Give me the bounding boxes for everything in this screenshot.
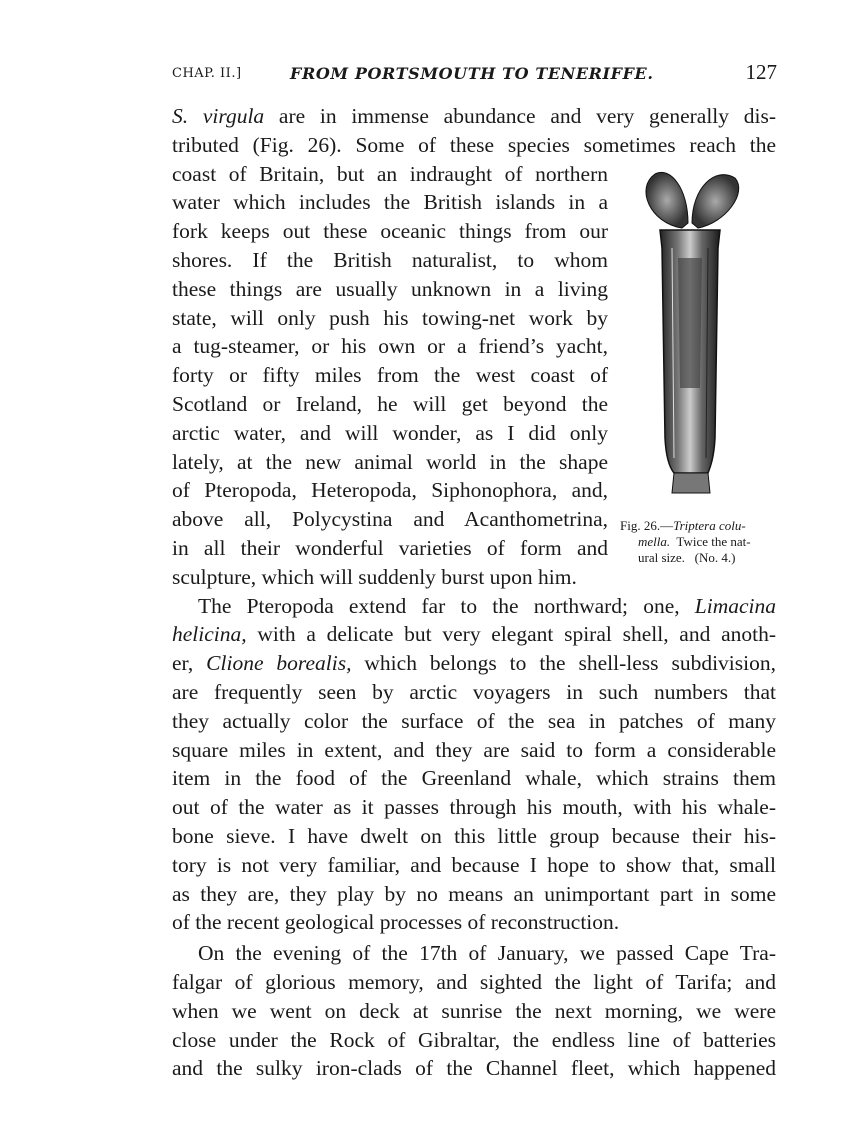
text-segment: with a delicate but very elegant spiral shell, and anoth- [246,622,776,647]
chapter-label: CHAP. II.] [172,66,242,81]
caption-line [620,550,780,566]
text-segment: The Pteropoda extend far to the northward; one, [198,593,695,618]
text-line [172,968,776,997]
text-line [172,939,776,968]
text-segment: fork keeps out these oceanic things from our [172,219,608,244]
text-segment: coast of Britain, but an indraught of northern [172,161,608,186]
text-line [172,246,608,275]
text-line [172,1026,776,1055]
text-line [172,534,608,563]
text-line [172,160,608,189]
caption-line [620,518,780,534]
text-line [172,188,608,217]
text-line [172,851,776,880]
text-line [172,620,776,649]
text-segment: in all their wonderful varieties of form and [172,535,608,560]
text-segment: these things are usually unknown in a living [172,276,608,301]
text-segment: On the evening of the 17th of January, we passed Cape Tra- [198,941,776,966]
text-line [172,217,608,246]
italic-text: Limacina [694,593,776,618]
text-segment: forty or fifty miles from the west coast of [172,363,608,388]
text-line [172,390,608,419]
text-line [172,649,776,678]
text-line [172,476,608,505]
text-segment: sculpture, which will suddenly burst upon him. [172,564,577,589]
text-segment: tributed (Fig. 26). Some of these species sometimes reach the [172,132,776,157]
text-line [172,419,608,448]
text-line [172,1054,776,1083]
text-segment: Twice the nat- [670,534,751,549]
text-line [172,505,608,534]
text-segment: when we went on deck at sunrise the next morning, we were [172,998,776,1023]
text-line [172,880,776,909]
italic-text: S. virgula [172,104,265,128]
text-segment: er, [172,651,207,676]
text-segment: item in the food of the Greenland whale, which strains them [172,766,776,791]
italic-text: Triptera colu- [673,518,746,533]
text-segment: they actually color the surface of the sea in patches of many [172,708,776,733]
text-line [172,563,608,592]
caption-line [620,534,780,550]
text-segment: water which includes the British islands in a [172,190,608,215]
text-segment: Scotland or Ireland, he will get beyond the [172,391,608,416]
text-segment: shores. If the British naturalist, to whom [172,247,608,272]
text-segment: ural size. (No. 4.) [638,550,736,565]
page-number: 127 [745,60,777,84]
text-line [172,275,608,304]
text-line [172,304,608,333]
italic-text: mella. [638,534,671,549]
text-segment: tory is not very familiar, and because I hope to show that, small [172,852,776,877]
text-segment: are in immense abundance and very generally dis- [264,104,776,128]
running-title: FROM PORTSMOUTH TO TENERIFFE. [290,64,654,83]
text-line [172,448,608,477]
text-line [172,997,776,1026]
text-line [172,822,776,851]
text-segment: bone sieve. I have dwelt on this little group because their his- [172,823,776,848]
text-segment: lately, at the new animal world in the shape [172,449,608,474]
text-segment: above all, Polycystina and Acanthometrina, [172,507,608,532]
text-segment: of Pteropoda, Heteropoda, Siphonophora, and, [172,478,608,503]
text-line [172,764,776,793]
text-segment: are frequently seen by arctic voyagers in such numbers that [172,679,776,704]
text-segment: Fig. 26.— [620,518,674,533]
text-line [172,908,776,937]
text-segment: arctic water, and will wonder, as I did only [172,420,608,445]
text-line [172,592,776,621]
text-line [172,102,776,131]
text-line [172,793,776,822]
italic-text: helicina, [172,622,247,647]
text-line [172,332,608,361]
text-segment: close under the Rock of Gibraltar, the endless line of batteries [172,1027,776,1052]
text-segment: a tug-steamer, or his own or a friend’s yacht, [172,334,608,359]
text-segment: of the recent geological processes of reconstruction. [172,910,620,935]
text-segment: falgar of glorious memory, and sighted the light of Tarifa; and [172,969,776,994]
text-line [172,678,776,707]
text-line [172,131,776,160]
text-line [172,736,776,765]
running-header [172,60,777,88]
text-segment: and the sulky iron-clads of the Channel fleet, which happened [172,1056,776,1081]
text-segment: which belongs to the shell-less subdivision, [351,651,776,676]
text-segment: as they are, they play by no means an unimportant part in some [172,881,776,906]
figure-caption [620,518,780,566]
text-segment: out of the water as it passes through his mouth, with his whale- [172,795,776,820]
triptera-columella-illustration [630,168,750,508]
italic-text: Clione borealis, [206,651,352,676]
text-segment: square miles in extent, and they are said to form a considerable [172,737,776,762]
text-line [172,707,776,736]
text-line [172,361,608,390]
text-segment: state, will only push his towing-net work by [172,305,608,330]
